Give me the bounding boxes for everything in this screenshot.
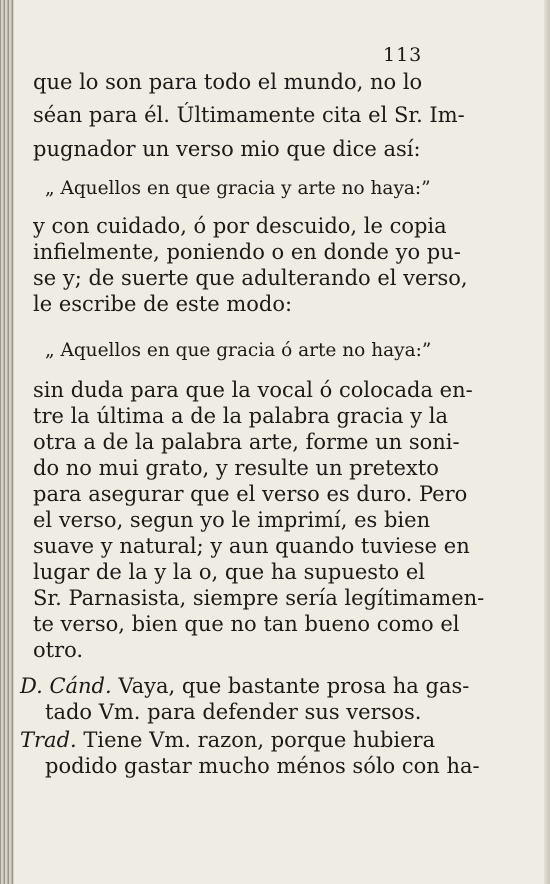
text-line: y con cuidado, ó por descuido, le copia	[33, 214, 447, 238]
dialogue-continuation: podido gastar mucho ménos sólo con ha-	[45, 754, 480, 778]
page-edge	[544, 0, 550, 884]
text-line: sin duda para que la vocal ó colocada en-	[33, 378, 473, 402]
text-line: se y; de suerte que adulterando el verso,	[33, 266, 468, 290]
dialogue-line	[20, 728, 436, 752]
text-line: le escribe de este modo:	[33, 292, 293, 316]
verse-quote: „ Aquellos en que gracia ó arte no haya:”	[45, 340, 432, 361]
text-line: Sr. Parnasista, siempre sería legítimamen-	[33, 586, 485, 610]
text-line: otro.	[33, 638, 84, 662]
dialogue-continuation: tado Vm. para defender sus versos.	[45, 700, 422, 724]
text-line: que lo son para todo el mundo, no lo	[33, 70, 423, 94]
text-line: suave y natural; y aun quando tuviese en	[33, 534, 470, 558]
text-line: te verso, bien que no tan bueno como el	[33, 612, 460, 636]
text-line: lugar de la y la o, que ha supuesto el	[33, 560, 425, 584]
dialogue-text: Tiene Vm. razon, porque hubiera	[83, 728, 436, 752]
text-line: pugnador un verso mio que dice así:	[33, 137, 421, 161]
text-line: para asegurar que el verso es duro. Pero	[33, 482, 468, 506]
speaker-name: Trad.	[20, 728, 77, 752]
page-number: 113	[383, 44, 423, 66]
book-gutter	[0, 0, 14, 884]
text-line: séan para él. Últimamente cita el Sr. Im-	[33, 103, 465, 127]
text-line: infielmente, poniendo o en donde yo pu-	[33, 240, 461, 264]
dialogue-text: Vaya, que bastante prosa ha gas-	[118, 674, 470, 698]
text-line: tre la última a de la palabra gracia y la	[33, 404, 448, 428]
text-line: do no mui grato, y resulte un pretexto	[33, 456, 439, 480]
verse-quote: „ Aquellos en que gracia y arte no haya:”	[45, 178, 431, 199]
dialogue-line	[20, 674, 470, 698]
speaker-name: D. Cánd.	[20, 674, 112, 698]
text-line: el verso, segun yo le imprimí, es bien	[33, 508, 431, 532]
text-line: otra a de la palabra arte, forme un soni-	[33, 430, 460, 454]
